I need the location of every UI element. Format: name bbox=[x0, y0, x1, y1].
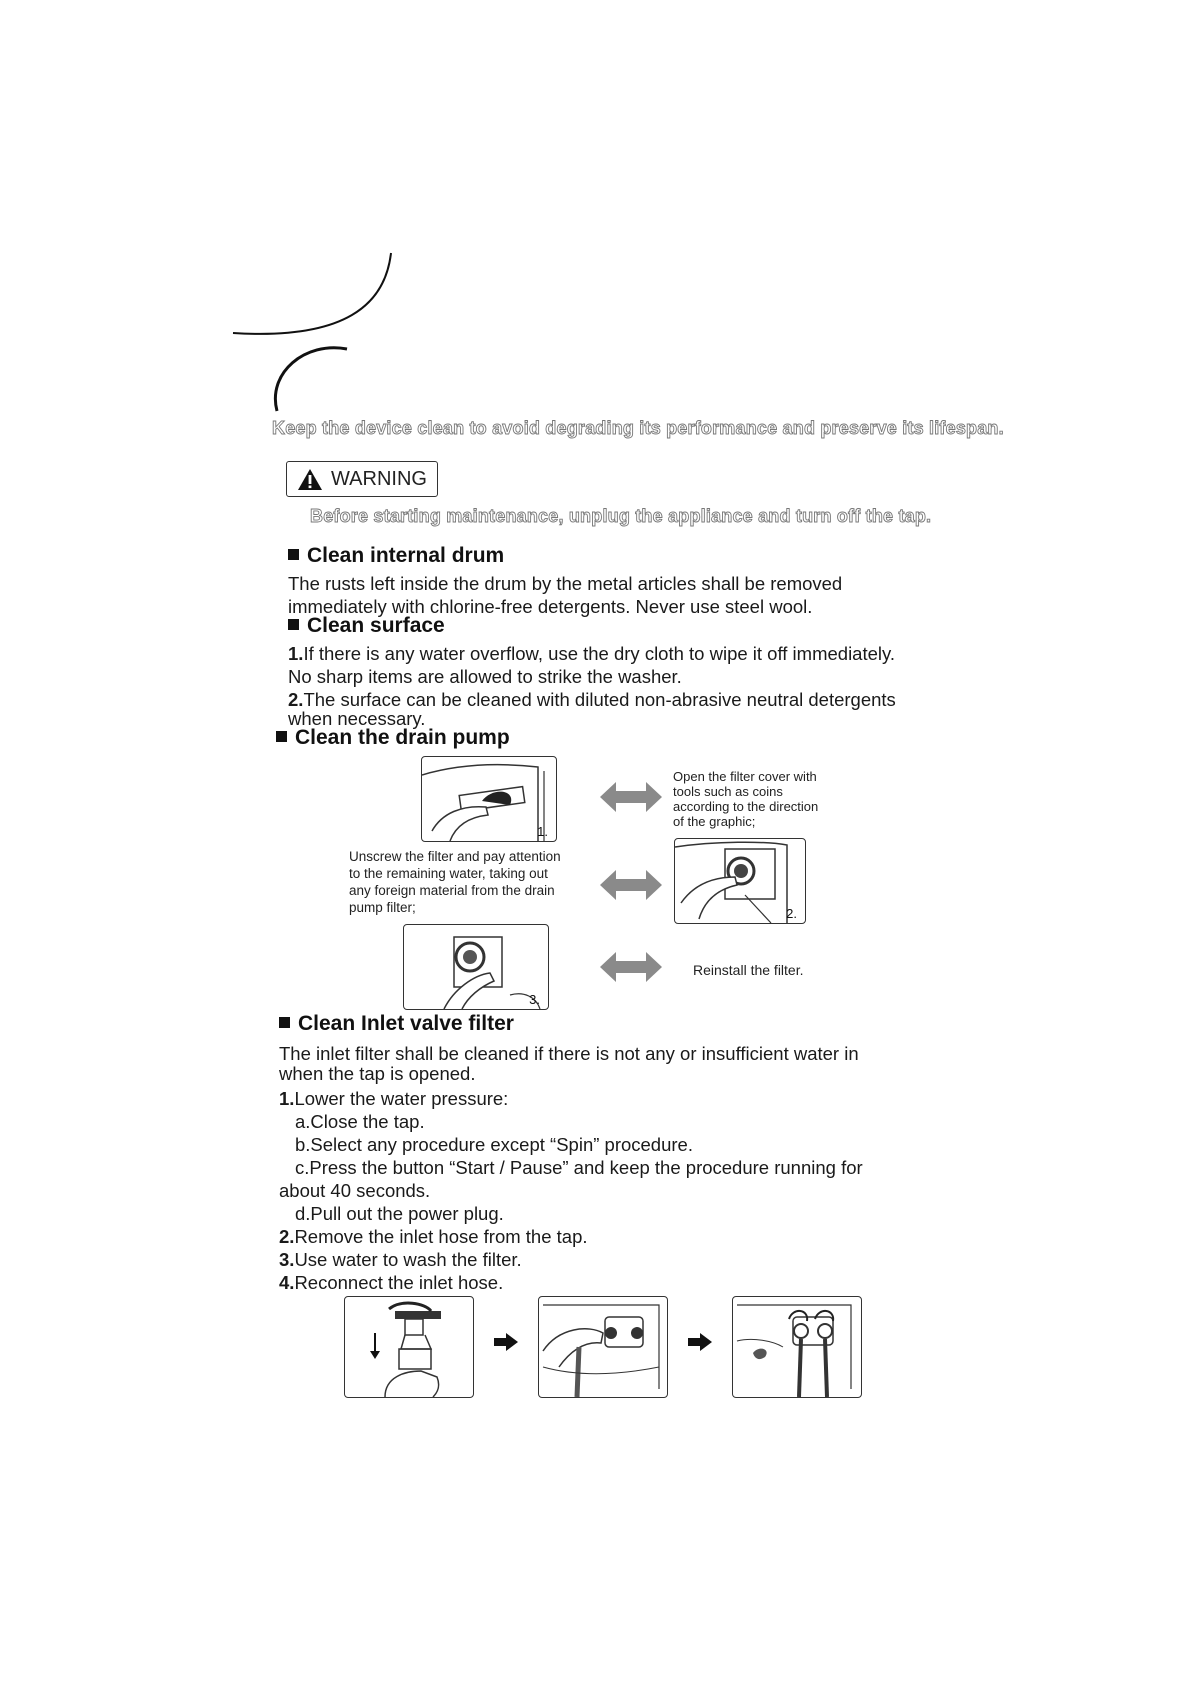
pump-step-1-caption: Open the filter cover with tools such as coins according to the direction of the graphic; bbox=[673, 769, 819, 829]
inlet-step-1: 1.Lower the water pressure: bbox=[279, 1088, 509, 1109]
section-heading-pump: Clean the drain pump bbox=[276, 726, 510, 750]
inlet-step-1b: b.Select any procedure except “Spin” procedure. bbox=[295, 1134, 693, 1155]
bullet-square-icon bbox=[279, 1017, 290, 1028]
double-arrow-icon bbox=[600, 950, 662, 984]
inlet-step-1d: d.Pull out the power plug. bbox=[295, 1203, 504, 1224]
inlet-figure-1 bbox=[344, 1296, 474, 1398]
inlet-step-1a: a.Close the tap. bbox=[295, 1111, 425, 1132]
pump-step-3-caption: Reinstall the filter. bbox=[693, 962, 804, 978]
surface-item-2-line-2: when necessary. bbox=[288, 708, 426, 729]
section-heading-drum: Clean internal drum bbox=[288, 544, 504, 568]
figure-number: 2. bbox=[786, 906, 797, 921]
surface-item-1: 1.If there is any water overflow, use the dry cloth to wipe it off immediately. bbox=[288, 643, 896, 664]
bullet-square-icon bbox=[276, 731, 287, 742]
inlet-intro-2: when the tap is opened. bbox=[279, 1063, 476, 1084]
pump-figure-3 bbox=[403, 924, 549, 1010]
pump-figure-2 bbox=[674, 838, 806, 924]
inlet-step-4: 4.Reconnect the inlet hose. bbox=[279, 1272, 504, 1293]
reinstall-filter-illustration bbox=[404, 925, 548, 1009]
double-arrow-icon bbox=[600, 780, 662, 814]
surface-item-1-line-2: No sharp items are allowed to strike the washer. bbox=[288, 666, 682, 687]
section-heading-surface: Clean surface bbox=[288, 614, 445, 638]
inlet-figure-2 bbox=[538, 1296, 668, 1398]
tap-closing-illustration bbox=[345, 1297, 473, 1397]
drum-text-2: immediately with chlorine-free detergents. Never use steel wool. bbox=[288, 596, 813, 617]
warning-badge bbox=[286, 461, 438, 497]
inlet-step-3: 3.Use water to wash the filter. bbox=[279, 1249, 522, 1270]
inlet-intro-1: The inlet filter shall be cleaned if there is not any or insufficient water in bbox=[279, 1043, 859, 1064]
inlet-step-1c: c.Press the button “Start / Pause” and keep the procedure running for bbox=[295, 1157, 863, 1178]
pump-figure-1 bbox=[421, 756, 557, 842]
warning-note: Before starting maintenance, unplug the appliance and turn off the tap. bbox=[310, 506, 932, 526]
double-arrow-icon bbox=[600, 868, 662, 902]
surface-item-2: 2.The surface can be cleaned with diluted non-abrasive neutral detergents bbox=[288, 689, 896, 710]
inlet-step-1c-cont: about 40 seconds. bbox=[279, 1180, 431, 1201]
decorative-curves bbox=[225, 245, 405, 415]
pump-step-2-caption: Unscrew the filter and pay attention to the remaining water, taking out any foreign material from the drain pump filter; bbox=[349, 849, 561, 915]
warning-icon bbox=[297, 468, 323, 491]
open-filter-cover-illustration bbox=[422, 757, 556, 841]
arrow-right-icon bbox=[494, 1333, 518, 1351]
figure-number: 3. bbox=[529, 992, 540, 1007]
inlet-step-2: 2.Remove the inlet hose from the tap. bbox=[279, 1226, 588, 1247]
inlet-figure-3 bbox=[732, 1296, 862, 1398]
section-heading-inlet: Clean Inlet valve filter bbox=[279, 1012, 514, 1036]
remove-hose-illustration bbox=[539, 1297, 667, 1397]
arrow-right-icon bbox=[688, 1333, 712, 1351]
bullet-square-icon bbox=[288, 619, 299, 630]
drum-text-1: The rusts left inside the drum by the metal articles shall be removed bbox=[288, 573, 843, 594]
reconnect-hose-illustration bbox=[733, 1297, 861, 1397]
warning-label: WARNING bbox=[331, 467, 427, 490]
intro-text: Keep the device clean to avoid degrading its performance and preserve its lifespan. bbox=[272, 418, 1004, 438]
bullet-square-icon bbox=[288, 549, 299, 560]
figure-number: 1. bbox=[537, 824, 548, 839]
